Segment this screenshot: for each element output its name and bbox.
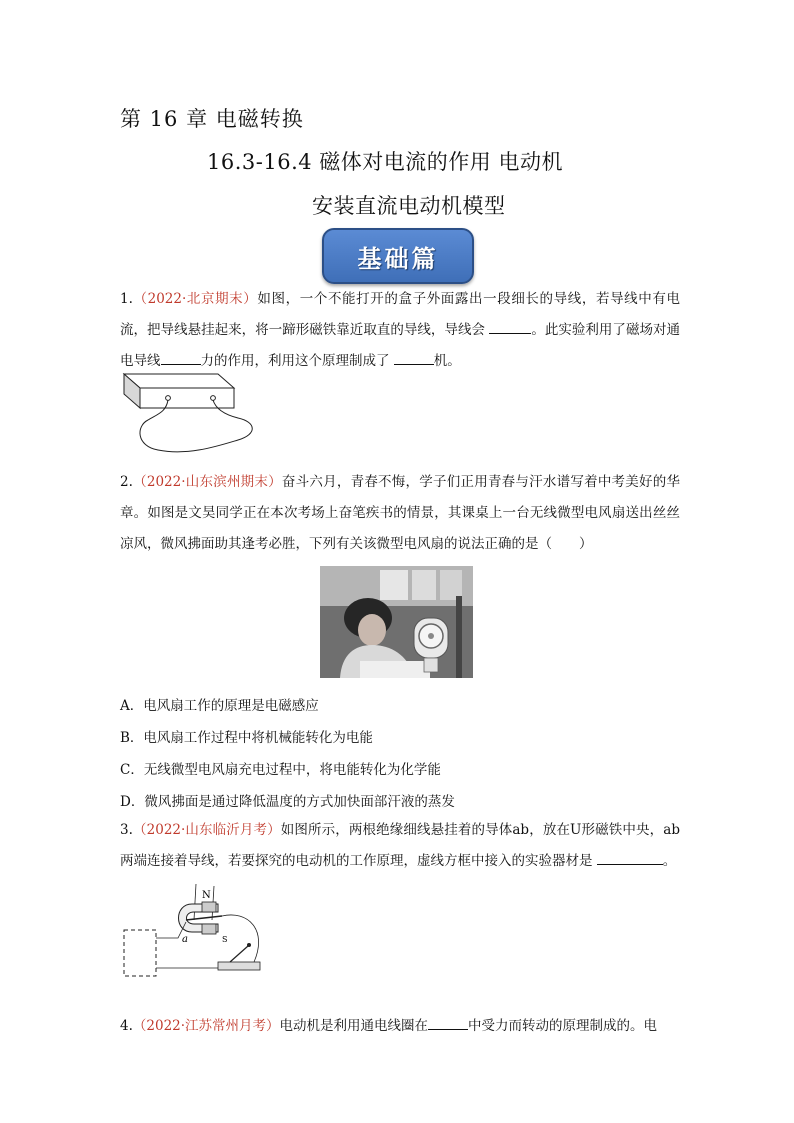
option-c[interactable]: C．无线微型电风扇充电过程中，将电能转化为化学能 (120, 762, 441, 778)
question-2: 2.（2022·山东滨州期末）奋斗六月，青春不悔，学子们正用青春与汗水谱写着中考美好的华章。如图是文昊同学正在本次考场上奋笔疾书的情景，其课桌上一台无线微型电风扇送出丝丝凉风，微风拂面助其逢考必胜，下列有关该微型电风扇的说法正确的是（ ） (120, 474, 681, 552)
north-pole-label: N (202, 890, 211, 901)
answer-blank[interactable] (597, 850, 663, 865)
chapter-title: 第 16 章 电磁转换 (120, 107, 304, 131)
answer-blank[interactable] (489, 319, 531, 334)
option-b[interactable]: B．电风扇工作过程中将机械能转化为电能 (120, 730, 373, 746)
question-number: 3. (120, 822, 133, 838)
question-source: （2022·北京期末） (132, 291, 258, 307)
question-number: 2. (120, 474, 133, 490)
question-4: 4.（2022·江苏常州月考）电动机是利用通电线圈在 中受力而转动的原理制成的。电 (120, 1011, 680, 1042)
box-wire-figure (118, 370, 268, 460)
question-source: （2022·山东滨州期末） (132, 474, 282, 490)
student-fan-photo (320, 566, 473, 678)
option-d[interactable]: D．微风拂面是通过降低温度的方式加快面部汗液的蒸发 (120, 794, 455, 810)
section-subtitle: 安装直流电动机模型 (312, 194, 506, 218)
magnet-circuit-figure (118, 880, 278, 980)
answer-blank[interactable] (161, 350, 201, 365)
conductor-a-label: a (182, 934, 188, 945)
question-source: （2022·江苏常州月考） (132, 1018, 280, 1034)
south-pole-label: S (222, 935, 228, 944)
answer-blank[interactable] (394, 350, 434, 365)
option-a[interactable]: A．电风扇工作的原理是电磁感应 (120, 698, 319, 714)
question-number: 1. (120, 291, 133, 307)
question-1: 1.（2022·北京期末）如图，一个不能打开的盒子外面露出一段细长的导线，若导线中有电流，把导线悬挂起来，将一蹄形磁铁靠近取直的导线，导线会 。此实验利用了磁场对通电导线 力的作用，利用这个原理制成了 机。 (120, 291, 681, 369)
question-source: （2022·山东临沂月考） (132, 822, 281, 838)
answer-blank[interactable] (428, 1015, 468, 1030)
level-badge: 基础篇 (322, 228, 474, 284)
question-3: 3.（2022·山东临沂月考）如图所示，两根绝缘细线悬挂着的导体ab，放在U形磁铁中央，ab两端连接着导线，若要探究的电动机的工作原理，虚线方框中接入的实验器材是 。 (120, 822, 680, 869)
question-number: 4. (120, 1018, 133, 1034)
section-title: 16.3-16.4 磁体对电流的作用 电动机 (207, 150, 563, 174)
